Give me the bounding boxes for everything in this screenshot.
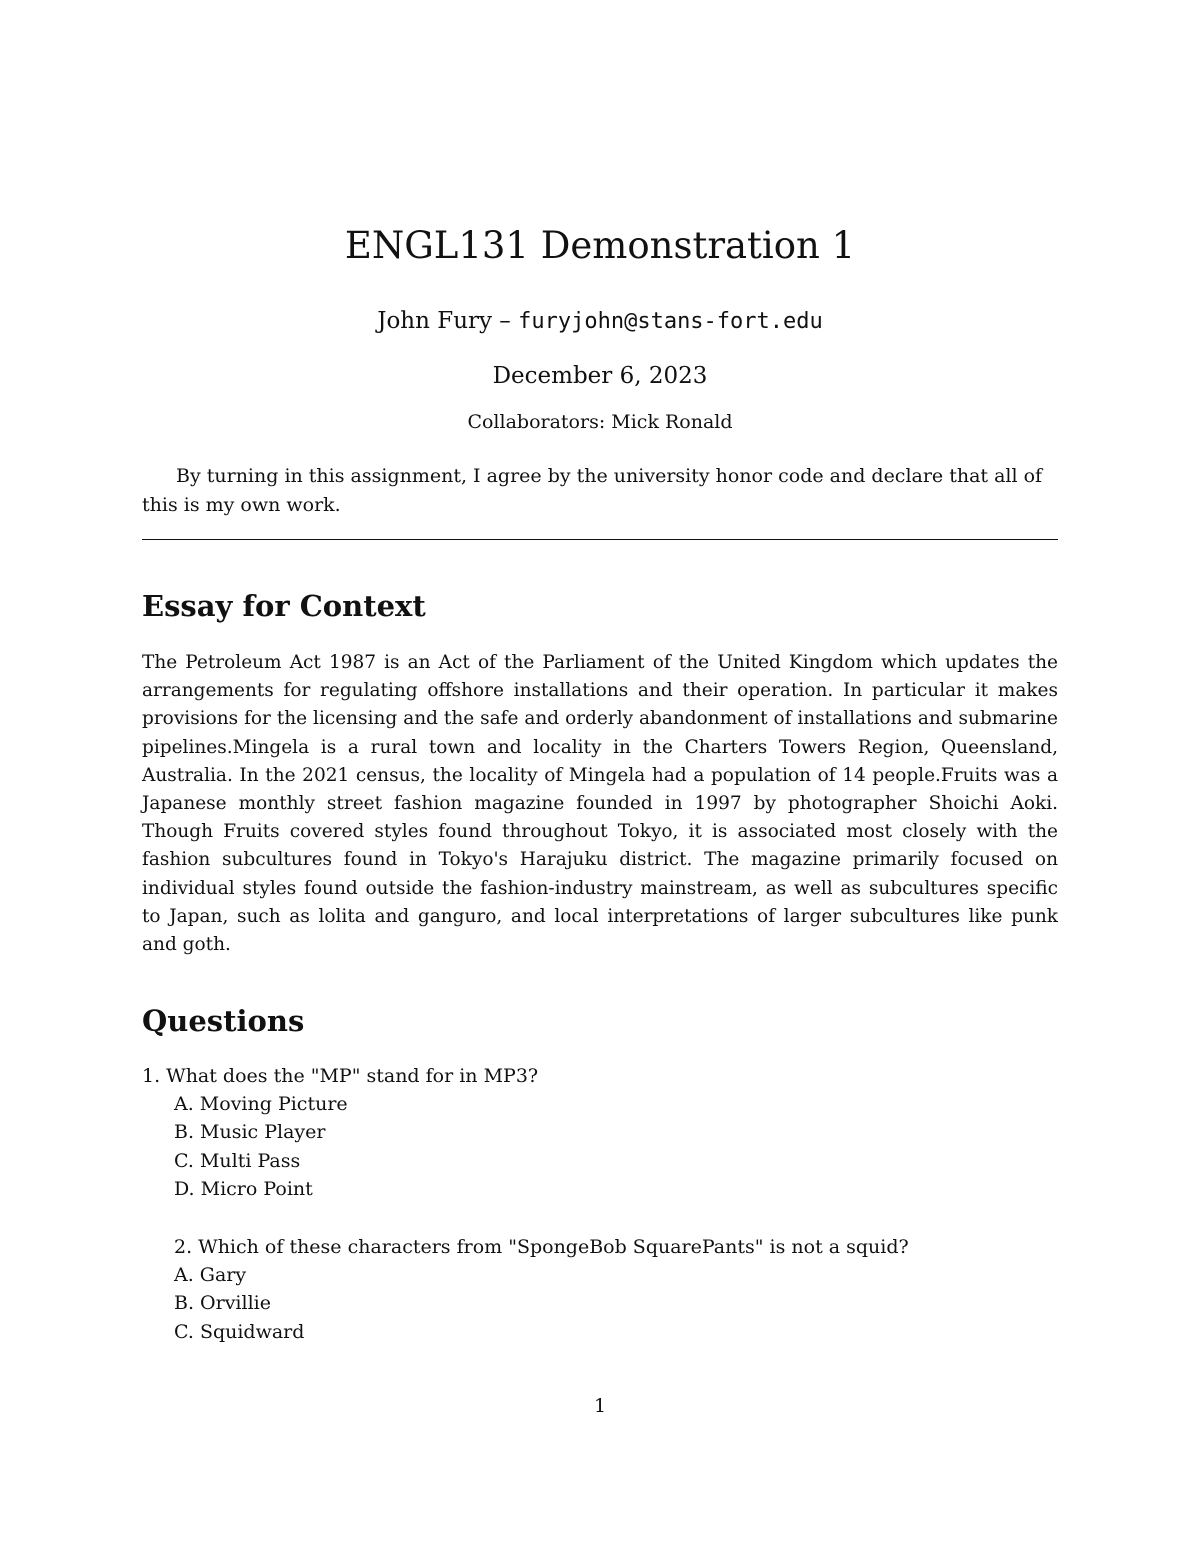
- horizontal-rule: [142, 539, 1058, 540]
- answer-option: A. Moving Picture: [174, 1093, 348, 1116]
- answer-option: A. Gary: [174, 1264, 247, 1287]
- question-2: [142, 1233, 1058, 1346]
- questions-heading: Questions: [142, 1004, 305, 1038]
- author-email: furyjohn@stans-fort.edu: [518, 309, 823, 334]
- question-1: [142, 1062, 1058, 1203]
- document-title: ENGL131 Demonstration 1: [344, 224, 856, 267]
- essay-body: The Petroleum Act 1987 is an Act of the Parliament of the United Kingdom which updates the arrangements for regulating offshore installations and their operation. In particular it makes provisions for the licensing and the safe and orderly abandonment of installations and submarine pipelines.Mingela is a rural town and locality in the Charters Towers Region, Queensland, Australia. In the 2021 census, the locality of Mingela had a population of 14 people.Fruits was a Japanese monthly street fashion magazine founded in 1997 by photographer Shoichi Aoki. Though Fruits covered styles found throughout Tokyo, it is associated most closely with the fashion subcultures found in Tokyo's Harajuku district. The magazine primarily focused on individual styles found outside the fashion-industry mainstream, as well as subcultures specific to Japan, such as lolita and ganguro, and local interpretations of larger subcultures like punk and goth.: [142, 652, 1058, 956]
- author-line: [0, 306, 1200, 337]
- answer-option: B. Orvillie: [174, 1292, 271, 1315]
- answer-option: C. Multi Pass: [174, 1149, 301, 1172]
- answer-option: B. Music Player: [174, 1121, 326, 1144]
- question-stem: 2. Which of these characters from "SpongeBob SquarePants" is not a squid?: [174, 1236, 909, 1258]
- page-number: 1: [593, 1395, 607, 1417]
- essay-heading: Essay for Context: [142, 589, 426, 623]
- author-separator: –: [492, 308, 519, 334]
- document-date: December 6, 2023: [492, 363, 708, 389]
- question-stem: 1. What does the "MP" stand for in MP3?: [142, 1065, 539, 1087]
- answer-option: C. Squidward: [174, 1320, 305, 1343]
- collaborators-line: Collaborators: Mick Ronald: [467, 411, 733, 433]
- honor-statement: By turning in this assignment, I agree by the university honor code and declare that all of this is my own work.: [142, 465, 1043, 516]
- answer-option: D. Micro Point: [174, 1177, 313, 1200]
- author-name: John Fury: [377, 308, 492, 334]
